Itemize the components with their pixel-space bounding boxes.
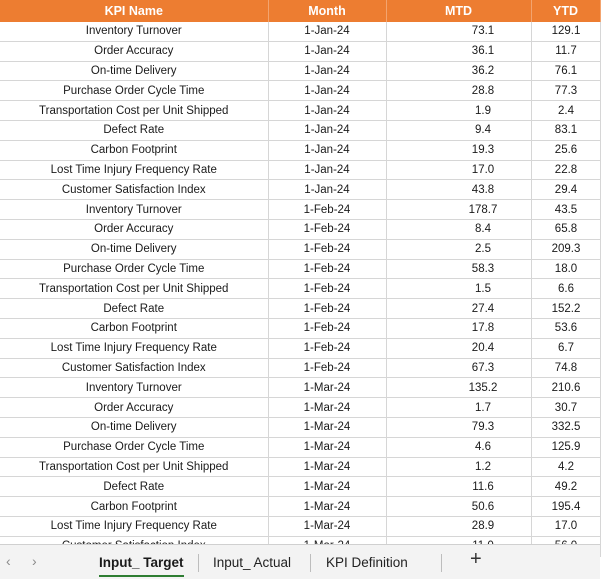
- cell-month[interactable]: 1-Mar-24: [268, 378, 386, 398]
- cell-value: 9.4: [475, 124, 491, 137]
- cell-mtd[interactable]: [386, 358, 531, 378]
- add-sheet-button[interactable]: +: [470, 548, 482, 570]
- cell-ytd[interactable]: [531, 378, 600, 398]
- cell-value: 83.1: [554, 124, 578, 137]
- cell-kpi-name[interactable]: Purchase Order Cycle Time: [0, 81, 268, 101]
- cell-month[interactable]: 1-Feb-24: [268, 219, 386, 239]
- cell-value: 209.3: [551, 243, 581, 256]
- cell-ytd[interactable]: [531, 200, 600, 220]
- cell-mtd[interactable]: [386, 61, 531, 81]
- chevron-right-icon[interactable]: ›: [32, 553, 37, 569]
- cell-kpi-name[interactable]: Defect Rate: [0, 477, 268, 497]
- header-ytd[interactable]: YTD: [531, 0, 600, 22]
- cell-month[interactable]: 1-Jan-24: [268, 120, 386, 140]
- cell-kpi-name[interactable]: Purchase Order Cycle Time: [0, 437, 268, 457]
- table-row: [0, 477, 600, 497]
- table-row: [0, 120, 600, 140]
- cell-value: 4.2: [558, 460, 574, 473]
- cell-mtd[interactable]: [386, 437, 531, 457]
- header-kpi-name[interactable]: KPI Name: [0, 0, 268, 22]
- cell-kpi-name[interactable]: Defect Rate: [0, 299, 268, 319]
- cell-value: 8.4: [475, 223, 491, 236]
- cell-month[interactable]: 1-Mar-24: [268, 398, 386, 418]
- cell-value: 125.9: [551, 441, 581, 454]
- table-row: [0, 497, 600, 517]
- cell-mtd[interactable]: [386, 338, 531, 358]
- cell-value: 28.9: [471, 520, 495, 533]
- cell-kpi-name[interactable]: Transportation Cost per Unit Shipped: [0, 279, 268, 299]
- cell-kpi-name[interactable]: Order Accuracy: [0, 219, 268, 239]
- cell-mtd[interactable]: [386, 516, 531, 536]
- cell-value: 6.6: [558, 282, 574, 295]
- cell-ytd[interactable]: [531, 22, 600, 41]
- cell-ytd[interactable]: [531, 516, 600, 536]
- cell-month[interactable]: 1-Feb-24: [268, 358, 386, 378]
- cell-mtd[interactable]: [386, 160, 531, 180]
- table-row: [0, 101, 600, 121]
- cell-kpi-name[interactable]: Carbon Footprint: [0, 318, 268, 338]
- cell-month[interactable]: 1-Feb-24: [268, 200, 386, 220]
- cell-ytd[interactable]: [531, 457, 600, 477]
- cell-kpi-name[interactable]: On-time Delivery: [0, 61, 268, 81]
- tab-divider: [310, 554, 311, 572]
- cell-ytd[interactable]: [531, 477, 600, 497]
- cell-value: 17.0: [554, 520, 578, 533]
- cell-month[interactable]: 1-Feb-24: [268, 239, 386, 259]
- cell-kpi-name[interactable]: Purchase Order Cycle Time: [0, 259, 268, 279]
- cell-ytd[interactable]: [531, 41, 600, 61]
- cell-value: 29.4: [554, 183, 578, 196]
- cell-value: 195.4: [551, 500, 581, 513]
- cell-mtd[interactable]: [386, 140, 531, 160]
- cell-value: 27.4: [471, 302, 495, 315]
- cell-month[interactable]: 1-Feb-24: [268, 318, 386, 338]
- cell-kpi-name[interactable]: On-time Delivery: [0, 239, 268, 259]
- cell-value: 11.6: [472, 480, 494, 493]
- cell-mtd[interactable]: [386, 497, 531, 517]
- cell-value: 28.8: [471, 84, 495, 97]
- table-row: [0, 417, 600, 437]
- cell-kpi-name[interactable]: Customer Satisfaction Index: [0, 180, 268, 200]
- cell-mtd[interactable]: [386, 457, 531, 477]
- cell-ytd[interactable]: [531, 219, 600, 239]
- cell-value: 79.3: [471, 421, 495, 434]
- cell-value: 11.7: [555, 45, 577, 58]
- cell-mtd[interactable]: [386, 120, 531, 140]
- cell-value: 19.3: [471, 144, 495, 157]
- cell-ytd[interactable]: [531, 437, 600, 457]
- cell-ytd[interactable]: [531, 180, 600, 200]
- cell-month[interactable]: 1-Feb-24: [268, 299, 386, 319]
- cell-ytd[interactable]: [531, 417, 600, 437]
- cell-ytd[interactable]: [531, 398, 600, 418]
- table-row: [0, 219, 600, 239]
- cell-mtd[interactable]: [386, 259, 531, 279]
- cell-ytd[interactable]: [531, 101, 600, 121]
- cell-ytd[interactable]: [531, 120, 600, 140]
- cell-value: 25.6: [554, 144, 578, 157]
- cell-ytd[interactable]: [531, 279, 600, 299]
- table-row: [0, 378, 600, 398]
- cell-ytd[interactable]: [531, 61, 600, 81]
- cell-value: 58.3: [471, 262, 495, 275]
- cell-mtd[interactable]: [386, 200, 531, 220]
- cell-value: 20.4: [471, 342, 495, 355]
- cell-mtd[interactable]: [386, 180, 531, 200]
- cell-month[interactable]: 1-Mar-24: [268, 457, 386, 477]
- table-row: [0, 358, 600, 378]
- tab-kpi-definition[interactable]: KPI Definition: [326, 555, 408, 570]
- cell-kpi-name[interactable]: Lost Time Injury Frequency Rate: [0, 338, 268, 358]
- cell-value: 50.6: [471, 500, 495, 513]
- cell-kpi-name[interactable]: Transportation Cost per Unit Shipped: [0, 457, 268, 477]
- table-row: [0, 338, 600, 358]
- cell-value: 49.2: [554, 480, 578, 493]
- cell-ytd[interactable]: [531, 318, 600, 338]
- table-row: [0, 200, 600, 220]
- table-row: [0, 437, 600, 457]
- cell-value: 1.2: [475, 460, 491, 473]
- cell-mtd[interactable]: [386, 239, 531, 259]
- table-row: [0, 318, 600, 338]
- cell-month[interactable]: 1-Jan-24: [268, 61, 386, 81]
- tab-divider: [198, 554, 199, 572]
- table-row: [0, 180, 600, 200]
- cell-kpi-name[interactable]: Inventory Turnover: [0, 22, 268, 41]
- table-row: [0, 279, 600, 299]
- cell-kpi-name[interactable]: Inventory Turnover: [0, 378, 268, 398]
- cell-value: 17.8: [471, 322, 495, 335]
- cell-month[interactable]: 1-Mar-24: [268, 417, 386, 437]
- cell-kpi-name[interactable]: Customer Satisfaction Index: [0, 358, 268, 378]
- cell-month[interactable]: 1-Jan-24: [268, 101, 386, 121]
- cell-value: 2.4: [558, 104, 574, 117]
- cell-value: 1.5: [475, 282, 491, 295]
- cell-mtd[interactable]: [386, 22, 531, 41]
- cell-month[interactable]: 1-Mar-24: [268, 437, 386, 457]
- cell-value: 1.9: [475, 104, 491, 117]
- cell-value: 73.1: [471, 25, 495, 38]
- cell-kpi-name[interactable]: Inventory Turnover: [0, 200, 268, 220]
- cell-value: 135.2: [468, 381, 498, 394]
- cell-value: 67.3: [471, 361, 495, 374]
- cell-kpi-name[interactable]: Defect Rate: [0, 120, 268, 140]
- cell-value: 36.1: [471, 45, 495, 58]
- cell-value: 30.7: [554, 401, 578, 414]
- cell-kpi-name[interactable]: On-time Delivery: [0, 417, 268, 437]
- cell-mtd[interactable]: [386, 398, 531, 418]
- cell-month[interactable]: 1-Mar-24: [268, 477, 386, 497]
- cell-ytd[interactable]: [531, 259, 600, 279]
- cell-value: 36.2: [471, 64, 495, 77]
- cell-ytd[interactable]: [531, 81, 600, 101]
- tab-input-actual[interactable]: Input_ Actual: [213, 555, 292, 570]
- table-row: [0, 140, 600, 160]
- cell-month[interactable]: 1-Mar-24: [268, 497, 386, 517]
- table-row: [0, 81, 600, 101]
- cell-kpi-name[interactable]: Carbon Footprint: [0, 140, 268, 160]
- cell-mtd[interactable]: [386, 279, 531, 299]
- cell-value: 22.8: [554, 163, 578, 176]
- cell-month[interactable]: 1-Jan-24: [268, 160, 386, 180]
- cell-mtd[interactable]: [386, 477, 531, 497]
- cell-mtd[interactable]: [386, 378, 531, 398]
- table-row: [0, 516, 600, 536]
- table-row: [0, 41, 600, 61]
- cell-mtd[interactable]: [386, 101, 531, 121]
- cell-value: 152.2: [551, 302, 581, 315]
- cell-month[interactable]: 1-Mar-24: [268, 516, 386, 536]
- cell-ytd[interactable]: [531, 160, 600, 180]
- header-mtd[interactable]: MTD: [386, 0, 531, 22]
- cell-value: 18.0: [554, 262, 578, 275]
- cell-mtd[interactable]: [386, 417, 531, 437]
- cell-value: 2.5: [475, 243, 491, 256]
- cell-value: 210.6: [551, 381, 581, 394]
- cell-ytd[interactable]: [531, 140, 600, 160]
- cell-value: 4.6: [475, 441, 491, 454]
- cell-ytd[interactable]: [531, 299, 600, 319]
- tab-input-target[interactable]: Input_ Target: [99, 552, 184, 574]
- cell-ytd[interactable]: [531, 497, 600, 517]
- header-row: [0, 0, 600, 22]
- table-row: [0, 61, 600, 81]
- cell-month[interactable]: 1-Jan-24: [268, 81, 386, 101]
- cell-month[interactable]: 1-Jan-24: [268, 22, 386, 41]
- sheet-tab-bar: [0, 544, 600, 579]
- cell-month[interactable]: 1-Jan-24: [268, 41, 386, 61]
- cell-ytd[interactable]: [531, 239, 600, 259]
- cell-mtd[interactable]: [386, 318, 531, 338]
- cell-month[interactable]: 1-Feb-24: [268, 338, 386, 358]
- cell-value: 6.7: [558, 342, 574, 355]
- table-row: [0, 398, 600, 418]
- table-row: [0, 457, 600, 477]
- cell-value: 332.5: [551, 421, 581, 434]
- cell-value: 53.6: [554, 322, 578, 335]
- cell-mtd[interactable]: [386, 41, 531, 61]
- cell-month[interactable]: 1-Feb-24: [268, 279, 386, 299]
- header-month[interactable]: Month: [268, 0, 386, 22]
- table-row: [0, 22, 600, 41]
- cell-value: 76.1: [554, 64, 578, 77]
- table-row: [0, 299, 600, 319]
- cell-value: 65.8: [554, 223, 578, 236]
- cell-mtd[interactable]: [386, 81, 531, 101]
- cell-mtd[interactable]: [386, 299, 531, 319]
- cell-month[interactable]: 1-Jan-24: [268, 180, 386, 200]
- cell-kpi-name[interactable]: Transportation Cost per Unit Shipped: [0, 101, 268, 121]
- chevron-left-icon[interactable]: ‹: [6, 553, 11, 569]
- table-row: [0, 259, 600, 279]
- cell-mtd[interactable]: [386, 219, 531, 239]
- cell-value: 178.7: [468, 203, 498, 216]
- cell-ytd[interactable]: [531, 338, 600, 358]
- cell-month[interactable]: 1-Jan-24: [268, 140, 386, 160]
- table-row: [0, 239, 600, 259]
- cell-value: 74.8: [554, 361, 578, 374]
- tab-divider: [441, 554, 442, 572]
- cell-value: 129.1: [551, 25, 581, 38]
- cell-kpi-name[interactable]: Lost Time Injury Frequency Rate: [0, 160, 268, 180]
- cell-kpi-name[interactable]: Lost Time Injury Frequency Rate: [0, 516, 268, 536]
- cell-value: 77.3: [554, 84, 578, 97]
- cell-value: 43.5: [554, 203, 578, 216]
- cell-kpi-name[interactable]: Order Accuracy: [0, 398, 268, 418]
- cell-value: 43.8: [471, 183, 495, 196]
- cell-kpi-name[interactable]: Order Accuracy: [0, 41, 268, 61]
- cell-value: 17.0: [471, 163, 495, 176]
- cell-value: 1.7: [475, 401, 491, 414]
- cell-kpi-name[interactable]: Carbon Footprint: [0, 497, 268, 517]
- cell-month[interactable]: 1-Feb-24: [268, 259, 386, 279]
- table-row: [0, 160, 600, 180]
- cell-ytd[interactable]: [531, 358, 600, 378]
